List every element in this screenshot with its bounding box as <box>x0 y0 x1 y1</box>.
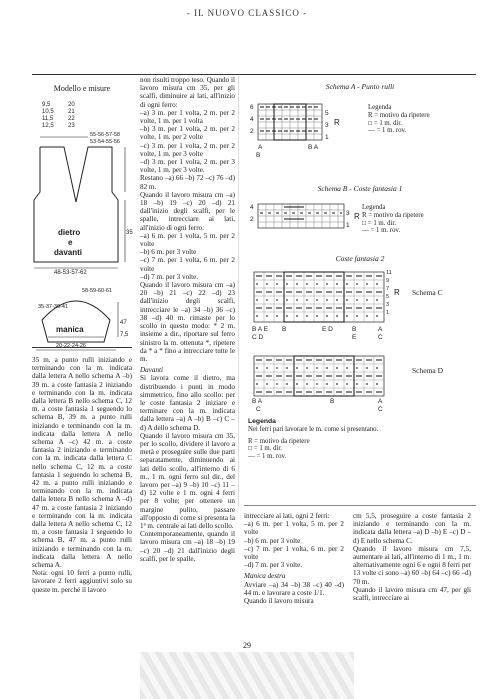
legend-repeat: R = motivo da ripetere <box>248 437 310 445</box>
measure-n1: 20 <box>68 102 75 108</box>
paragraph: Quando il lavoro misura cm –a) 18 –b) 19 –c) 20 –d) 21 dall'inizio degli scalfi, per le spalle, intrecciare ai lati, all'inizio di ogni ferro: <box>140 190 235 232</box>
schema-b-repeat-mark: R <box>354 212 360 221</box>
schema-a-row-3: 3 <box>325 122 329 129</box>
paragraph: Quando il lavoro misura cm 7,5, aumentare ai lati, all'interno di 1 m., 1 m. alternativamente ogni 6 e ogni 8 ferri per 13 volte ci sono –a) 60 –b) 64 –c) 66 –d) 70 m. <box>353 544 471 586</box>
d-base-c2: C <box>378 406 383 413</box>
legend-purl: — = 1 m. rov. <box>362 227 401 235</box>
c-row-1: 1 <box>386 310 390 316</box>
paragraph: Restano –a) 66 –b) 72 –c) 76 –d) 82 m. <box>140 174 235 191</box>
instructions-column-left <box>32 356 132 594</box>
paragraph: –b) 3 m. per 1 volta, 2 m. per 2 volte, 1 m. per 2 volte <box>140 125 235 142</box>
paragraph: –c) 3 m. per 1 volta, 2 m. per 2 volte, 1 m. per 3 volte <box>140 141 235 158</box>
schema-b-grid <box>244 196 476 242</box>
measure-side2: 53-54-55-56 <box>90 139 120 145</box>
c-base-bae: B A E <box>252 326 268 333</box>
c-row-7: 7 <box>386 286 390 292</box>
measure-n2: 21 <box>68 109 75 115</box>
section-heading-manica-destra: Manica destra <box>244 572 286 581</box>
c-base-ed: E D <box>322 326 333 333</box>
coste2-title: Coste fantasia 2 <box>335 254 385 263</box>
measure-sl-base: 20-22-24-26 <box>56 343 86 349</box>
column-divider <box>238 76 239 506</box>
schema-d-grid <box>244 354 476 414</box>
back-label: dietro <box>58 228 81 237</box>
garment-schematic <box>32 92 132 352</box>
schema-a <box>244 78 476 170</box>
paragraph: cm 5,5, proseguire a coste fantasia 2 iniziando e terminando con la m. indicata dalla lettera –a) D –b) E –c) D –d) E nello schema C. <box>353 512 471 545</box>
d-base-c: C <box>256 406 261 413</box>
schema-b <box>244 182 476 242</box>
paragraph: Contemporaneamente, quando il lavoro misura cm –a) 18 –b) 19 –c) 20 –d) 21 dall'inizio degli scalfi, per le spalle, <box>140 530 235 563</box>
measure-side1: 55-56-57-58 <box>90 132 120 138</box>
model-panel-bottom-rule <box>32 347 132 348</box>
c-row-3: 3 <box>386 302 390 308</box>
schema-b-title: Schema B - Coste fantasia 1 <box>317 184 403 193</box>
legend-title: Legenda <box>362 204 386 211</box>
paragraph: –a) 6 m. per 1 volta, 5 m. per 2 volte <box>244 520 344 537</box>
legend-title: Legenda <box>368 104 392 111</box>
c-base-e: E <box>352 334 357 341</box>
instructions-column-right-2 <box>353 512 471 602</box>
diagram-bottom-rule <box>244 505 476 506</box>
schema-a-repeat-mark: R <box>334 118 340 127</box>
page-header: - IL NUOVO CLASSICO - <box>186 8 308 18</box>
schema-a-row-5: 5 <box>325 110 329 117</box>
d-base-a: A <box>378 398 383 405</box>
section-heading-davanti: Davanti <box>140 366 164 375</box>
legend-title: Legenda <box>248 418 276 425</box>
paragraph: –b) 6 m. per 3 volte <box>244 536 301 545</box>
schema-b-legend <box>362 204 424 235</box>
c-row-5: 5 <box>386 294 390 300</box>
model-measures-panel <box>32 78 133 349</box>
c-row-11: 11 <box>386 270 392 276</box>
schema-a-title: Schema A - Punto rulli <box>325 82 395 91</box>
paragraph: non risulti troppo teso. Quando il lavoro misura cm 35, per gli scalfi, diminuire ai lati, all'inizio di ogni ferro: <box>140 76 235 109</box>
measure-m4: 12,5 <box>42 123 54 129</box>
paragraph: Avviare –a) 34 –b) 38 –c) 40 –d) 44 m. e lavorare a coste 1/1. <box>244 580 344 597</box>
legend-repeat: R = motivo da ripetere <box>362 211 424 219</box>
measure-base: 48-53-57-62 <box>54 270 87 276</box>
d-base-b: B <box>330 398 335 405</box>
paragraph: –d) 7 m. per 3 volte. <box>140 272 199 281</box>
model-title: Modello e misure <box>53 84 111 93</box>
schema-a-row-6: 6 <box>250 104 254 111</box>
legend-purl: — = 1 m. rov. <box>248 453 287 461</box>
schema-d-label: Schema D <box>412 366 444 375</box>
instructions-column-middle <box>140 76 235 563</box>
schema-a-row-4: 4 <box>250 116 254 123</box>
c-base-cd: C D <box>252 334 264 341</box>
c-row-9: 9 <box>386 278 390 284</box>
schema-b-row-1: 1 <box>346 222 350 229</box>
legend-knit: □ = 1 m. dir. <box>248 445 282 453</box>
c-repeat-mark: R <box>394 288 400 297</box>
front-label: davanti <box>54 248 83 257</box>
paragraph: Quando il lavoro misura cm 47, per gli scalfi, intrecciare ai <box>353 585 471 603</box>
paragraph: –c) 7 m. per 1 volta, 6 m. per 2 volte <box>244 544 344 562</box>
paragraph: Quando il lavoro misura cm –a) 20 –b) 21 –c) 22 –d) 23 dall'inizio degli scalfi, intrecciare le –a) 34 –b) 36 –c) 38 –d) 40 m. rimaste per lo scollo in questo modo: * 2 m. insieme a dir., riportare sul ferro sinistro la m. ottenuta *, ripetere da * a * fino a intrecciare tutte le m. <box>140 281 235 363</box>
schema-a-row-1: 1 <box>325 134 329 141</box>
knit-texture-photo <box>140 652 354 699</box>
paragraph: Si lavora come il dietro, ma distribuendo i punti in modo simmetrico, fino allo scollo: per le coste fantasia 2 iniziare e terminare con la m. indicata dalla lettera –a) A –b) B –c) C –d) A dello schema D. <box>140 374 235 432</box>
measure-sl-cuff: 7,5 <box>120 332 129 338</box>
measure-sl-h: 47 <box>120 320 127 326</box>
legend-knit: □ = 1 m. dir. <box>362 219 396 227</box>
c-base-a: A <box>378 326 383 333</box>
sleeve-label: manica <box>56 325 84 334</box>
schema-a-base-ba: B A <box>308 144 319 151</box>
instructions-column-right-1 <box>244 512 344 605</box>
c-base-c: C <box>378 334 383 341</box>
schema-a-row-2: 2 <box>250 128 254 135</box>
coste-fantasia-2 <box>244 252 476 502</box>
schema-a-base-b: B <box>256 152 261 159</box>
paragraph: –a) 6 m. per 1 volta, 5 m. per 2 volte <box>140 231 235 249</box>
legend-repeat: R = motivo da ripetere <box>368 111 430 119</box>
measure-n4: 23 <box>68 123 75 129</box>
paragraph: –d) 3 m. per 1 volta, 2 m. per 3 volte, 1 m. per 3 volte. <box>140 158 235 175</box>
measure-sl-mid: 35-37-39-41 <box>38 304 68 310</box>
c-base-b2: B <box>282 326 287 333</box>
schema-b-row-4: 4 <box>250 204 254 211</box>
measure-n3: 22 <box>68 116 75 122</box>
paragraph: –c) 7 m. per 1 volta, 6 m. per 2 volte <box>140 256 235 273</box>
measure-m1: 9,5 <box>42 102 51 108</box>
measure-h35: 35 <box>126 230 133 236</box>
paragraph: –d) 7 m. per 3 volte. <box>244 561 303 570</box>
schema-b-row-3: 3 <box>346 210 350 217</box>
legend-purl: — = 1 m. rov. <box>368 127 407 135</box>
measure-m2: 10,5 <box>42 109 54 115</box>
paragraph: Nota: ogni 10 ferri a punto rulli, lavorare 2 ferri aggiuntivi solo su queste m. perché il lavoro <box>32 569 132 594</box>
legend-knit: □ = 1 m. dir. <box>368 119 402 127</box>
paragraph: Quando il lavoro misura <box>244 597 314 606</box>
paragraph: 35 m. a punto rulli iniziando e terminando con la m. indicata dalla lettera A nello schema A –b) 39 m. a coste fantasia 2 iniziando e terminando con la m. indicata dalla lettera B nello schema C, 12 m. a coste fantasia 1 seguendo lo schema B, 39 m. a punto rulli iniziando e terminando con la m. indicata dalla lettera A nello schema A –c) 42 m. a coste fantasia 2 iniziando e terminando con la m. indicata dalla lettera C nello schema C, 12 m. a coste fantasia 1 seguendo lo schema B, 42 m. a punto rulli iniziando e terminando con la m. indicata dalla lettera B nello schema A –d) 47 m. a coste fantasia 2 iniziando e terminando con la m. indicata dalla lettera A nello schema C, 12 m. a coste fantasia 1 seguendo lo schema B, 47 m. a punto rulli iniziando e terminando con la m. indicata dalla lettera A nello schema A. <box>32 356 132 570</box>
schema-b-row-2: 2 <box>250 216 254 223</box>
measure-sl-top: 58-59-60-61 <box>82 288 112 294</box>
schema-a-base-a: A <box>258 144 263 151</box>
c-base-b: B <box>352 326 357 333</box>
paragraph: –a) 3 m. per 1 volta, 2 m. per 2 volte, 1 m. per 1 volta <box>140 108 235 126</box>
header-divider <box>32 74 476 75</box>
paragraph: intrecciare ai lati, ogni 2 ferri: <box>244 512 330 520</box>
schema-a-grid <box>244 92 476 172</box>
d-base-ba: B A <box>252 398 263 405</box>
coste2-legend <box>248 418 474 461</box>
page-number: 29 <box>243 641 251 650</box>
paragraph: –b) 6 m. per 3 volte <box>140 248 197 257</box>
paragraph: Quando il lavoro misura cm 35, per lo scollo, dividere il lavoro a metà e proseguire sulle due parti separatamente, diminuendo ai lati dello scollo, all'interno di 6 m., 1 m. ogni ferro sul dir., del lavoro per –a) 9 –b) 10 –c) 11 –d) 12 volte e 1 m. ogni 4 ferri per 8 volte; per ottenere un margine pulito, passare all'opposto di come si presenta la 1ª m. centrale ai lati dello scollo. <box>140 431 235 530</box>
schema-a-legend <box>368 104 430 135</box>
schema-c-grid <box>244 270 476 340</box>
measure-m3: 11,5 <box>42 116 54 122</box>
back-label-and: e <box>68 238 73 247</box>
legend-note: Nei ferri pari lavorare le m. come si presentano. <box>248 425 379 433</box>
schema-c-label: Schema C <box>412 288 443 297</box>
